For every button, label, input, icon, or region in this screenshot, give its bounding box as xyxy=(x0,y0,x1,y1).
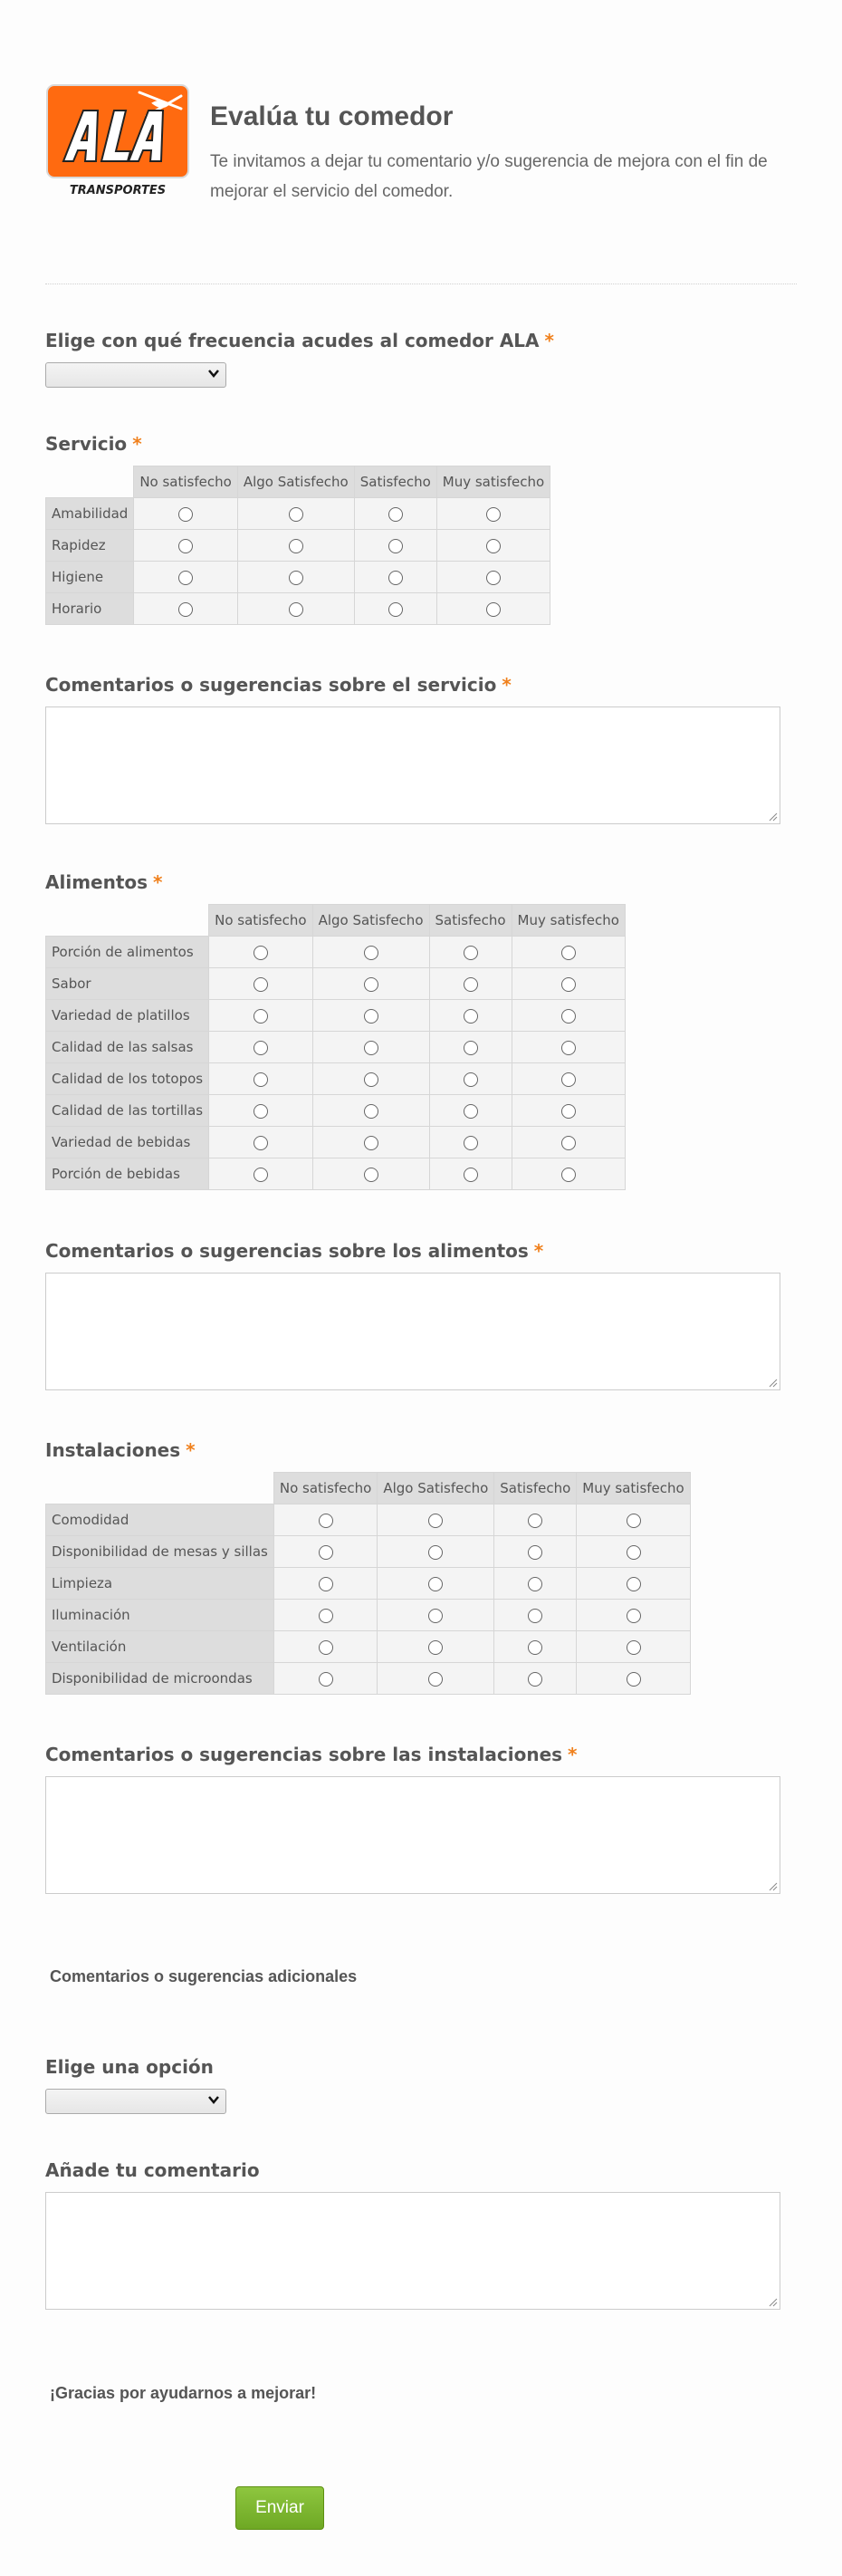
rating-radio[interactable] xyxy=(486,571,501,585)
rating-radio[interactable] xyxy=(254,1104,268,1119)
rating-radio[interactable] xyxy=(254,1072,268,1087)
rating-radio[interactable] xyxy=(364,946,378,960)
matrix-cell xyxy=(429,1127,512,1158)
matrix-cell xyxy=(436,593,550,625)
rating-radio[interactable] xyxy=(627,1577,641,1591)
matrix-cell xyxy=(577,1536,690,1568)
matrix-cell xyxy=(512,937,625,968)
rating-radio[interactable] xyxy=(289,539,303,553)
matrix-row xyxy=(46,562,550,593)
instalaciones-label-text: Instalaciones xyxy=(45,1439,181,1461)
rating-radio[interactable] xyxy=(319,1640,333,1655)
page-title: Evalúa tu comedor xyxy=(210,101,454,131)
matrix-row xyxy=(46,968,626,1000)
matrix-cell xyxy=(209,968,312,1000)
matrix-row-label: Ventilación xyxy=(46,1631,274,1663)
matrix-cell xyxy=(134,593,237,625)
option-select[interactable] xyxy=(45,2089,226,2114)
matrix-row xyxy=(46,1631,691,1663)
rating-radio[interactable] xyxy=(254,1041,268,1055)
matrix-cell xyxy=(354,498,436,530)
rating-radio[interactable] xyxy=(627,1672,641,1687)
servicio-comments-textarea[interactable] xyxy=(45,706,780,824)
rating-radio[interactable] xyxy=(319,1672,333,1687)
matrix-cell xyxy=(378,1504,494,1536)
rating-radio[interactable] xyxy=(254,1168,268,1182)
rating-radio[interactable] xyxy=(388,571,403,585)
matrix-cell xyxy=(237,498,354,530)
frequency-label-text: Elige con qué frecuencia acudes al comedor ALA xyxy=(45,330,540,351)
rating-radio[interactable] xyxy=(428,1672,443,1687)
matrix-cell xyxy=(209,1063,312,1095)
rating-radio[interactable] xyxy=(486,539,501,553)
matrix-row-label: Higiene xyxy=(46,562,134,593)
rating-radio[interactable] xyxy=(289,507,303,522)
required-mark: * xyxy=(502,674,512,696)
rating-radio[interactable] xyxy=(464,1136,478,1150)
matrix-column-header: Algo Satisfecho xyxy=(378,1473,494,1504)
rating-radio[interactable] xyxy=(464,1009,478,1024)
matrix-row-label: Rapidez xyxy=(46,530,134,562)
matrix-row-label: Sabor xyxy=(46,968,209,1000)
chevron-down-icon xyxy=(207,2093,220,2106)
comment-label: Añade tu comentario xyxy=(45,2159,260,2181)
rating-radio[interactable] xyxy=(364,977,378,992)
matrix-cell xyxy=(312,1095,429,1127)
resize-grip-icon[interactable] xyxy=(767,811,778,822)
matrix-cell xyxy=(134,498,237,530)
rating-radio[interactable] xyxy=(364,1009,378,1024)
rating-radio[interactable] xyxy=(528,1545,542,1560)
matrix-cell xyxy=(134,530,237,562)
servicio-label-text: Servicio xyxy=(45,433,128,455)
matrix-row-label: Amabilidad xyxy=(46,498,134,530)
matrix-cell xyxy=(577,1504,690,1536)
rating-radio[interactable] xyxy=(627,1609,641,1623)
matrix-cell xyxy=(312,1032,429,1063)
matrix-row-label: Calidad de las salsas xyxy=(46,1032,209,1063)
alimentos-comments-textarea[interactable] xyxy=(45,1273,780,1390)
matrix-cell xyxy=(273,1631,377,1663)
matrix-cell xyxy=(429,1063,512,1095)
matrix-cell xyxy=(512,1127,625,1158)
matrix-cell xyxy=(312,937,429,968)
alimentos-matrix xyxy=(45,904,626,1190)
rating-radio[interactable] xyxy=(319,1514,333,1528)
matrix-cell xyxy=(354,562,436,593)
matrix-cell xyxy=(429,1158,512,1190)
required-mark: * xyxy=(153,871,163,893)
matrix-cell xyxy=(312,1000,429,1032)
matrix-row-label: Calidad de los totopos xyxy=(46,1063,209,1095)
resize-grip-icon[interactable] xyxy=(767,1880,778,1891)
submit-button[interactable]: Enviar xyxy=(235,2486,324,2530)
rating-radio[interactable] xyxy=(561,946,576,960)
alimentos-label-text: Alimentos xyxy=(45,871,148,893)
logo-subtext: TRANSPORTES xyxy=(69,184,167,197)
matrix-cell xyxy=(436,562,550,593)
matrix-cell xyxy=(512,1063,625,1095)
matrix-row xyxy=(46,1095,626,1127)
rating-radio[interactable] xyxy=(428,1577,443,1591)
required-mark: * xyxy=(533,1240,544,1262)
matrix-cell xyxy=(436,498,550,530)
matrix-row xyxy=(46,1600,691,1631)
matrix-cell xyxy=(494,1663,577,1695)
rating-radio[interactable] xyxy=(289,571,303,585)
matrix-column-header: No satisfecho xyxy=(209,905,312,937)
rating-radio[interactable] xyxy=(319,1577,333,1591)
rating-radio[interactable] xyxy=(428,1545,443,1560)
rating-radio[interactable] xyxy=(388,507,403,522)
matrix-corner xyxy=(46,1473,274,1504)
rating-radio[interactable] xyxy=(254,1009,268,1024)
matrix-row-label: Calidad de las tortillas xyxy=(46,1095,209,1127)
matrix-cell xyxy=(312,1063,429,1095)
matrix-row xyxy=(46,1063,626,1095)
matrix-column-header: No satisfecho xyxy=(134,466,237,498)
alimentos-label xyxy=(45,871,163,893)
rating-radio[interactable] xyxy=(428,1640,443,1655)
matrix-row xyxy=(46,498,550,530)
matrix-cell xyxy=(209,1000,312,1032)
matrix-column-header: No satisfecho xyxy=(273,1473,377,1504)
resize-grip-icon[interactable] xyxy=(767,1377,778,1388)
rating-radio[interactable] xyxy=(364,1168,378,1182)
matrix-cell xyxy=(378,1631,494,1663)
matrix-column-header: Muy satisfecho xyxy=(436,466,550,498)
rating-radio[interactable] xyxy=(254,1136,268,1150)
rating-radio[interactable] xyxy=(528,1640,542,1655)
matrix-corner xyxy=(46,466,134,498)
matrix-cell xyxy=(577,1631,690,1663)
instalaciones-comments-textarea[interactable] xyxy=(45,1776,780,1894)
matrix-column-header: Algo Satisfecho xyxy=(312,905,429,937)
rating-radio[interactable] xyxy=(627,1514,641,1528)
rating-radio[interactable] xyxy=(254,977,268,992)
matrix-cell xyxy=(273,1504,377,1536)
rating-radio[interactable] xyxy=(289,602,303,617)
matrix-column-header: Satisfecho xyxy=(429,905,512,937)
rating-radio[interactable] xyxy=(561,1009,576,1024)
matrix-cell xyxy=(512,1000,625,1032)
matrix-row-label: Variedad de bebidas xyxy=(46,1127,209,1158)
matrix-cell xyxy=(512,968,625,1000)
rating-radio[interactable] xyxy=(428,1514,443,1528)
rating-radio[interactable] xyxy=(627,1545,641,1560)
instalaciones-comments-label xyxy=(45,1744,578,1765)
rating-radio[interactable] xyxy=(254,946,268,960)
matrix-cell xyxy=(312,1158,429,1190)
required-mark: * xyxy=(186,1439,196,1461)
rating-radio[interactable] xyxy=(486,602,501,617)
matrix-row xyxy=(46,1504,691,1536)
servicio-label xyxy=(45,433,142,455)
matrix-cell xyxy=(237,562,354,593)
rating-radio[interactable] xyxy=(464,1072,478,1087)
matrix-row-label: Variedad de platillos xyxy=(46,1000,209,1032)
alimentos-comments-label xyxy=(45,1240,543,1262)
matrix-cell xyxy=(577,1600,690,1631)
servicio-comments-label-text: Comentarios o sugerencias sobre el servicio xyxy=(45,674,497,696)
matrix-cell xyxy=(312,968,429,1000)
rating-radio[interactable] xyxy=(178,602,193,617)
matrix-row-label: Horario xyxy=(46,593,134,625)
rating-radio[interactable] xyxy=(319,1609,333,1623)
matrix-cell xyxy=(429,1032,512,1063)
matrix-cell xyxy=(209,1032,312,1063)
matrix-cell xyxy=(378,1600,494,1631)
rating-radio[interactable] xyxy=(561,1168,576,1182)
matrix-cell xyxy=(237,593,354,625)
additional-heading: Comentarios o sugerencias adicionales xyxy=(50,1967,358,1985)
rating-radio[interactable] xyxy=(528,1514,542,1528)
chevron-down-icon xyxy=(207,367,220,380)
required-mark: * xyxy=(568,1744,578,1765)
matrix-cell xyxy=(577,1568,690,1600)
required-mark: * xyxy=(132,433,142,455)
rating-radio[interactable] xyxy=(364,1072,378,1087)
matrix-cell xyxy=(494,1600,577,1631)
frequency-select[interactable] xyxy=(45,362,226,388)
rating-radio[interactable] xyxy=(627,1640,641,1655)
rating-radio[interactable] xyxy=(528,1672,542,1687)
matrix-row xyxy=(46,1568,691,1600)
matrix-row xyxy=(46,1158,626,1190)
rating-radio[interactable] xyxy=(464,1104,478,1119)
matrix-column-header: Muy satisfecho xyxy=(512,905,625,937)
matrix-row xyxy=(46,593,550,625)
matrix-cell xyxy=(429,1095,512,1127)
matrix-row xyxy=(46,530,550,562)
rating-radio[interactable] xyxy=(561,1104,576,1119)
servicio-matrix xyxy=(45,466,550,625)
matrix-cell xyxy=(209,1127,312,1158)
instalaciones-matrix xyxy=(45,1472,691,1695)
matrix-row-label: Porción de bebidas xyxy=(46,1158,209,1190)
rating-radio[interactable] xyxy=(388,602,403,617)
matrix-cell xyxy=(512,1032,625,1063)
matrix-cell xyxy=(378,1663,494,1695)
matrix-cell xyxy=(378,1568,494,1600)
rating-radio[interactable] xyxy=(486,507,501,522)
matrix-row xyxy=(46,1127,626,1158)
matrix-column-header: Algo Satisfecho xyxy=(237,466,354,498)
servicio-comments-label xyxy=(45,674,512,696)
rating-radio[interactable] xyxy=(364,1104,378,1119)
matrix-cell xyxy=(429,1000,512,1032)
matrix-row-label: Disponibilidad de microondas xyxy=(46,1663,274,1695)
matrix-column-header: Satisfecho xyxy=(354,466,436,498)
rating-radio[interactable] xyxy=(528,1577,542,1591)
rating-radio[interactable] xyxy=(561,1136,576,1150)
matrix-cell xyxy=(134,562,237,593)
matrix-row-label: Iluminación xyxy=(46,1600,274,1631)
rating-radio[interactable] xyxy=(561,1072,576,1087)
matrix-cell xyxy=(273,1536,377,1568)
ala-logo xyxy=(45,83,190,201)
matrix-cell xyxy=(209,1158,312,1190)
matrix-cell xyxy=(512,1095,625,1127)
matrix-column-header: Satisfecho xyxy=(494,1473,577,1504)
rating-radio[interactable] xyxy=(464,946,478,960)
rating-radio[interactable] xyxy=(319,1545,333,1560)
option-label: Elige una opción xyxy=(45,2056,214,2078)
matrix-cell xyxy=(436,530,550,562)
matrix-column-header: Muy satisfecho xyxy=(577,1473,690,1504)
rating-radio[interactable] xyxy=(388,539,403,553)
matrix-cell xyxy=(273,1568,377,1600)
rating-radio[interactable] xyxy=(561,977,576,992)
matrix-cell xyxy=(312,1127,429,1158)
rating-radio[interactable] xyxy=(178,539,193,553)
alimentos-comments-label-text: Comentarios o sugerencias sobre los alimentos xyxy=(45,1240,529,1262)
matrix-row xyxy=(46,1000,626,1032)
page-subtitle: Te invitamos a dejar tu comentario y/o sugerencia de mejora con el fin de mejorar el servicio del comedor. xyxy=(210,152,768,201)
matrix-row-label: Disponibilidad de mesas y sillas xyxy=(46,1536,274,1568)
matrix-cell xyxy=(429,968,512,1000)
rating-radio[interactable] xyxy=(464,1041,478,1055)
matrix-cell xyxy=(378,1536,494,1568)
matrix-row-label: Porción de alimentos xyxy=(46,937,209,968)
matrix-row-label: Limpieza xyxy=(46,1568,274,1600)
matrix-cell xyxy=(209,937,312,968)
comment-textarea[interactable] xyxy=(45,2192,780,2310)
rating-radio[interactable] xyxy=(178,571,193,585)
thanks-text: ¡Gracias por ayudarnos a mejorar! xyxy=(50,2384,317,2402)
resize-grip-icon[interactable] xyxy=(767,2296,778,2307)
matrix-cell xyxy=(354,593,436,625)
matrix-cell xyxy=(494,1504,577,1536)
matrix-cell xyxy=(354,530,436,562)
rating-radio[interactable] xyxy=(464,977,478,992)
matrix-cell xyxy=(494,1631,577,1663)
matrix-cell xyxy=(494,1568,577,1600)
matrix-cell xyxy=(209,1095,312,1127)
matrix-row xyxy=(46,1032,626,1063)
matrix-row xyxy=(46,1536,691,1568)
instalaciones-label xyxy=(45,1439,196,1461)
rating-radio[interactable] xyxy=(561,1041,576,1055)
rating-radio[interactable] xyxy=(528,1609,542,1623)
matrix-row xyxy=(46,1663,691,1695)
matrix-cell xyxy=(273,1663,377,1695)
matrix-cell xyxy=(429,937,512,968)
rating-radio[interactable] xyxy=(428,1609,443,1623)
matrix-cell xyxy=(577,1663,690,1695)
matrix-row-label: Comodidad xyxy=(46,1504,274,1536)
matrix-row xyxy=(46,937,626,968)
rating-radio[interactable] xyxy=(364,1041,378,1055)
matrix-cell xyxy=(237,530,354,562)
required-mark: * xyxy=(544,330,554,351)
matrix-cell xyxy=(512,1158,625,1190)
rating-radio[interactable] xyxy=(464,1168,478,1182)
frequency-label xyxy=(45,330,554,351)
matrix-corner xyxy=(46,905,209,937)
rating-radio[interactable] xyxy=(178,507,193,522)
rating-radio[interactable] xyxy=(364,1136,378,1150)
instalaciones-comments-label-text: Comentarios o sugerencias sobre las instalaciones xyxy=(45,1744,563,1765)
matrix-cell xyxy=(494,1536,577,1568)
matrix-cell xyxy=(273,1600,377,1631)
